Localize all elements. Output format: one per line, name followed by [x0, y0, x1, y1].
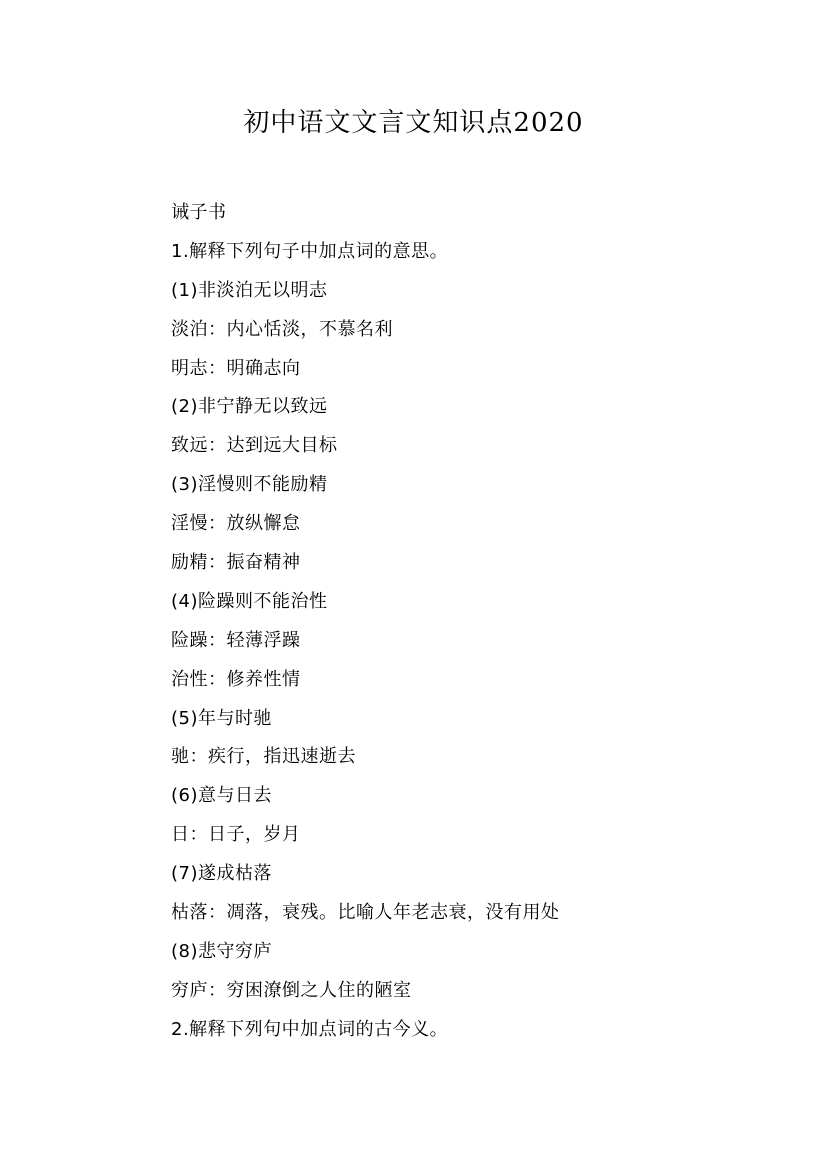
- item-explanation: 治性：修养性情: [171, 668, 301, 690]
- document-title: 初中语文文言文知识点2020: [243, 108, 584, 138]
- item-sentence: (8)悲守穷庐: [171, 940, 272, 962]
- question-heading: 1.解释下列句子中加点词的意思。: [171, 240, 449, 262]
- item-sentence: (7)遂成枯落: [171, 863, 272, 885]
- section-heading: 诫子书: [171, 202, 227, 223]
- item-explanation: 驰：疾行，指迅速逝去: [171, 746, 356, 768]
- item-explanation: 穷庐：穷困潦倒之人住的陋室: [171, 979, 412, 1001]
- item-sentence: (4)险躁则不能治性: [171, 590, 328, 612]
- item-sentence: (2)非宁静无以致远: [171, 396, 328, 418]
- item-sentence: (5)年与时驰: [171, 707, 272, 729]
- item-explanation: 日：日子，岁月: [171, 824, 301, 846]
- item-sentence: (1)非淡泊无以明志: [171, 279, 328, 301]
- item-sentence: (3)淫慢则不能励精: [171, 474, 328, 496]
- item-explanation: 励精：振奋精神: [171, 552, 301, 574]
- item-explanation: 险躁：轻薄浮躁: [171, 629, 301, 651]
- item-explanation: 淡泊：内心恬淡，不慕名利: [171, 318, 393, 340]
- item-explanation: 致远：达到远大目标: [171, 435, 338, 457]
- item-sentence: (6)意与日去: [171, 785, 272, 807]
- question-heading: 2.解释下列句中加点词的古今义。: [171, 1018, 449, 1040]
- document-body: [171, 194, 771, 1050]
- item-explanation: 淫慢：放纵懈怠: [171, 513, 301, 535]
- item-explanation: 明志：明确志向: [171, 357, 301, 379]
- item-explanation: 枯落：凋落，衰残。比喻人年老志衰，没有用处: [171, 902, 560, 924]
